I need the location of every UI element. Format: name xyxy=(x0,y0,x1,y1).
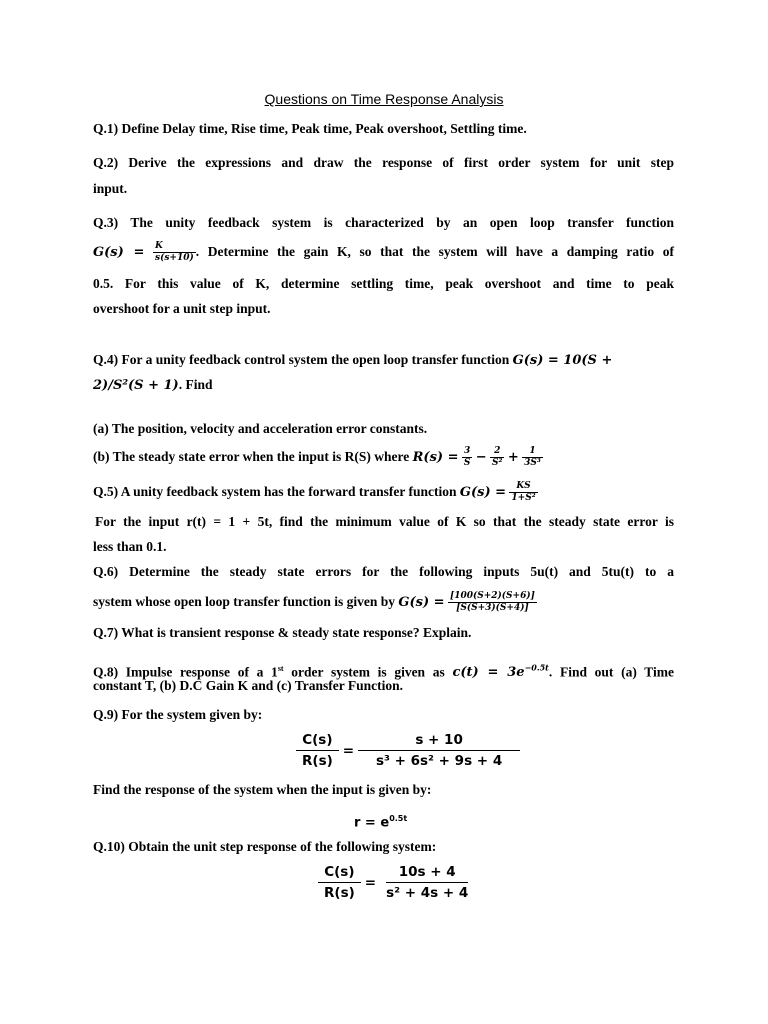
page-title: Questions on Time Response Analysis xyxy=(264,91,504,107)
question-4-part-a: (a) The position, velocity and acceleration error constants. xyxy=(93,421,428,436)
question-8-line-2: constant T, (b) D.C Gain K and (c) Transfer Function. xyxy=(93,678,404,693)
q9-rhs-fraction: $\frac{s + 10}{\text{s³ + 6s² + 9s + 4}}$ xyxy=(358,732,520,769)
question-5-line-2: For the input r(t) = 1 + 5t, find the minimum value of K so that the steady state error is xyxy=(95,514,674,529)
question-3-line-1: Q.3) The unity feedback system is characterized by an open loop transfer function xyxy=(93,215,674,230)
question-3-line-3: 0.5. For this value of K, determine settling time, peak overshoot and time to peak xyxy=(93,276,674,291)
question-5-line-1: Q.5) A unity feedback system has the forward transfer function G(s) = $\frac{KS}{\text{1+S²}}$ xyxy=(93,481,536,504)
question-2-line-1: Q.2) Derive the expressions and draw the response of first order system for unit step xyxy=(93,155,674,170)
question-3-line-4: overshoot for a unit step input. xyxy=(93,301,271,316)
q10-lhs-fraction: $\frac{C(s)}{R(s)}$ xyxy=(318,864,361,901)
question-9-transfer-function: $\frac{C(s)}{R(s)}$ = $\frac{s + 10}{\text{s³ + 6s² + 9s + 4}}$ xyxy=(296,732,520,769)
question-9-input: $r = e^{0.5t}$ xyxy=(354,814,408,831)
question-5-line-3: less than 0.1. xyxy=(93,539,167,554)
q5-g-fraction: $\frac{KS}{\text{1+S²}}$ xyxy=(511,481,536,504)
q10-rhs-fraction: $\frac{10s + 4}{\text{s² + 4s + 4}}$ xyxy=(386,864,469,901)
question-9-line-2: Find the response of the system when the input is given by: xyxy=(93,782,432,797)
question-9-line-1: Q.9) For the system given by: xyxy=(93,707,263,722)
question-4-line-2: 2)/S²(S + 1). Find xyxy=(93,377,213,393)
q3-g-lhs: G(s) = xyxy=(93,245,145,260)
question-4-line-1: Q.4) For a unity feedback control system the open loop transfer function G(s) = 10(S + xyxy=(93,352,613,368)
question-7: Q.7) What is transient response & steady state response? Explain. xyxy=(93,625,472,640)
question-1: Q.1) Define Delay time, Rise time, Peak time, Peak overshoot, Settling time. xyxy=(93,121,527,136)
question-3-line-2: G(s) = $\frac{K}{s(s+10)}$ . Determine the gain K, so that the system will have a damping ratio of xyxy=(93,241,675,264)
q4-term-3: $\frac{1}{\text{3S³}}$ xyxy=(524,446,541,469)
q3-g-fraction: $\frac{K}{s(s+10)}$ xyxy=(155,241,194,264)
q6-g-fraction: $\frac{[100(S+2)(S+6)]}{[S(S+3)(S+4)]}$ xyxy=(449,591,535,614)
question-6-line-1: Q.6) Determine the steady state errors for the following inputs 5u(t) and 5tu(t) to a xyxy=(93,564,674,579)
question-10-line-1: Q.10) Obtain the unit step response of the following system: xyxy=(93,839,437,854)
question-8-line-1: Q.8) Impulse response of a 1st order system is given as $c(t) = 3e^{-0.5t}$. Find out (a) Time xyxy=(93,663,675,681)
question-2-line-2: input. xyxy=(93,181,128,196)
question-6-line-2: system whose open loop transfer function is given by G(s) = $\frac{[100(S+2)(S+6)]}{[S(S+3)(S+4)]}$ xyxy=(93,591,535,614)
q4-term-1: $\frac{3}{S}$ xyxy=(463,446,471,469)
q4-term-2: $\frac{2}{\text{S²}}$ xyxy=(492,446,503,469)
question-4-part-b: (b) The steady state error when the input is R(S) where R(s) = $\frac{3}{S}$ − $\frac{2}{\text{S²}}$ + $\frac{1}{\text{3S³}}$ xyxy=(93,446,541,469)
q9-lhs-fraction: $\frac{C(s)}{R(s)}$ xyxy=(296,732,339,769)
question-10-transfer-function: $\frac{C(s)}{R(s)}$ = $\frac{10s + 4}{\text{s² + 4s + 4}}$ xyxy=(318,864,474,901)
